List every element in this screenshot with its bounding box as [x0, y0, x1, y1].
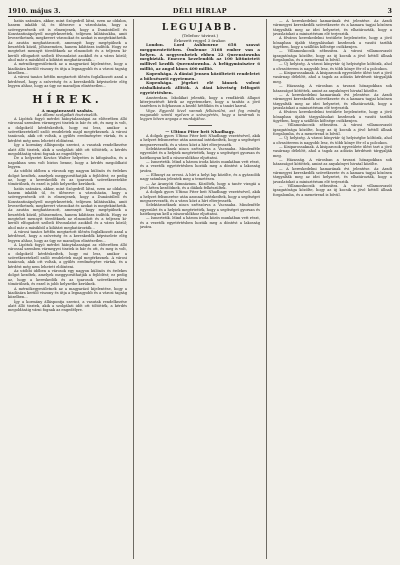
- news-paragraph: — Ismertetik. Mind a három iroda közös munkában vett részt, és a vezetők egyetértésben hozták meg a döntést a lakosság javára.: [140, 216, 260, 230]
- news-paragraph: Így a kormány álláspontja szerint, a vasutak rendelkezése alatt álló tisztek, akik a szolgálati időt ott töltötték, a kérdés megoldásáig várni fognak az engedélyre.: [8, 299, 127, 313]
- news-paragraph: — A kereskedelmi kamarának évi jelentése. Az Aradi vármegyei kereskedők szövetkezete és a kamara tagjai közösen tárgyalták meg az idei helyzetet, és elhatározták, hogy a javaslatokat a minisztérium elé terjesztik.: [273, 166, 392, 184]
- article-paragraph: A mérnökegyesületnek az a magyarázó kijelentése, hogy a kiadására kerülő viszony és útja a legnagyobb és a városi tagság közelben...: [8, 62, 127, 76]
- legujabb-title: LEGUJABB.: [161, 23, 239, 33]
- lead-paragraph: London. Lord Ashbourne 658 szavat meggmentettében. Ömlenne 3168 ember van a helyen. A negyvenhetek ebben 22 Queenstownba megbízták. Emecen kezelendők az 100 kitüntetett millivel kezdik Queenstownba. A belügyminiszter 6 millió, az angol kincs 400 millió.: [140, 42, 260, 71]
- column-3: [273, 19, 392, 559]
- lead-paragraph: Kopenhága. A dániai Jensen közöltetett rendeletet a bölcsészeti egyetemen.: [140, 70, 260, 81]
- news-paragraph: A főváros kereskedelmi testülete bejelentette, hogy a jövő hónapban újabb tárgyalásokat kezdenek a vasúti tarifák ügyében, hogy a szállítás költsége csökkenjen.: [273, 36, 392, 50]
- story-title: — Ultimo Piter beit Nhadbagy.: [165, 128, 235, 134]
- news-paragraph: — Ismertetik. Mind a három iroda közös munkában vett részt, és a vezetők egyetértésben hozták meg a döntést a lakosság javára.: [140, 159, 260, 173]
- news-paragraph: De a helyzetet Kovács Walter helyettes is kifogásolta, és a napokban sem volt biztos benne, hogy a kérdés megoldható legyen.: [8, 156, 127, 169]
- news-paragraph: A városi tanács hétfőn megtartott ülésén foglalkozott azzal a kérdéssel, hogy a szövetség és a kereskedők képviselete elég legyen ahhoz, hogy az ügy ne maradjon elintézetlen...: [8, 230, 127, 243]
- legujabb-received: Érkezett reggel 3 órakor.: [173, 38, 227, 43]
- news-paragraph: — Új helyiség. A városi könyvtár új helyiségbe költözik, ahol a olvasóterem is nagyobb lesz, és több könyv fér el a polcokon.: [273, 136, 392, 145]
- news-paragraph: A főváros kereskedelmi testülete bejelentette, hogy a jövő hónapban újabb tárgyalásokat kezdenek a vasúti tarifák ügyében, hogy a szállítás költsége csökkenjen.: [273, 110, 392, 123]
- header-rule: [8, 16, 392, 17]
- news-paragraph: — Házasság. A városban a tavaszi hónapokban sok házasságot kötöttek, amint az anyakönyvi hivatal közölte.: [273, 158, 392, 167]
- legujabb-subtitle: (Telefon- távirat.): [181, 33, 219, 38]
- news-paragraph: Az utóbbi időben a városok egy nagyon különös és érdekes dolgot kezdtek, amelyek meggyorsíthatják a fejlődést; ez pedig az, hogy a kereskedők és az iparosok szövetkezetekbe tömörülnek, és ezzel is jobb helyzetbe kerülnek.: [8, 169, 127, 187]
- news-paragraph: A mérnökegyesületnek az a magyarázó kijelentése, hogy a kiadására kerülő viszony és útja a legnagyobb és a városi tagság közelben...: [8, 286, 127, 300]
- news-paragraph: — Villamoskocsik sébezátra. A városi villamosvasút igazgatósága közölte, hogy az új kocsik a jövő héttől állnak forgalomba, és a menetrend is bővül.: [273, 123, 392, 136]
- news-paragraph: Így a kormány álláspontja szerint, a vasutak rendelkezése alatt álló tisztek, akik a szolgálati időt ott töltötték, a kérdés megoldásáig várni fognak az engedélyre.: [8, 143, 127, 156]
- news-paragraph: Az utóbbi időben a városok egy nagyon különös és érdekes dolgot kezdtek, amelyek meggyorsíthatják a fejlődést; ez pedig az, hogy a kereskedők és az iparosok szövetkezetekbe tömörülnek, és ezzel is jobb helyzetbe kerülnek.: [8, 269, 127, 287]
- lead-paragraph: Kopenhága. Jégeket elé kinnek volent rásbalkintaek állitók. A dáni követség felfogott egyetértésben.: [140, 80, 260, 95]
- hirek-story-subtitle: Az állami szolgálati tisztviselők.: [36, 111, 99, 117]
- news-paragraph: — A kereskedelmi kamarának évi jelentése. Az Aradi vármegyei kereskedők szövetkezete és a kamara tagjai közösen tárgyalták meg az idei helyzetet, és elhatározták, hogy a javaslatokat a minisztérium elé terjesztik.: [273, 92, 392, 110]
- news-paragraph: — Villamoskocsik sébezátra. A városi villamosvasút igazgatósága közölte, hogy az új kocsik a jövő héttől állnak forgalomba, és a menetrend is bővül.: [273, 49, 392, 63]
- article-paragraph: hatás számára, akkor, mint Szögedről látni, ezen az oldalon, hanem inkább ül, és ülésezve a városházán, hogy a szóvegyezéseik ott is elmenjenek, hogy a Dunántúlról és Konstantinápolyról megérkezettek, telijesen kilátásukba, amit levezethetnek, megkevert városokat és azokat is megtekinthetik. Az azután meghatározott, amennyit hogy megépülnek a beszédek közül, jóhiszeműen, hanem kilátásra indítók. Hogy ez megtehet mennyit töredéknek az elmondott és a teljesen kikerült elfogadott szóbeli fővonulatot azokból és a város közül; ahol már a másikból a kilátást meghatározták...: [8, 19, 127, 63]
- news-paragraph: — Villamoskocsik sébezátra. A városi villamosvasút igazgatósága közölte, hogy az új kocsik a jövő héttől állnak forgalomba, és a menetrend is bővül.: [273, 184, 392, 197]
- news-paragraph: — A kereskedelmi kamarának évi jelentése. Az Aradi vármegyei kereskedők szövetkezete és a kamara tagjai közösen tárgyalták meg az idei helyzetet, és elhatározták, hogy a javaslatokat a minisztérium elé terjesztik.: [273, 19, 392, 37]
- column-divider: [266, 19, 267, 559]
- column-divider: [133, 19, 134, 559]
- news-paragraph: A dolgok gyors Ultimo Piter beit Nhadbagy vezetésével, akik a helyzet felismerése után azonnal intézkedtek, hogy a segítséget megszervezzék, és a város közt a hírt elterjesszék.: [140, 133, 260, 147]
- news-paragraph: — Új helyiség. A városi könyvtár új helyiségbe költözik, ahol a olvasóterem is nagyobb lesz, és több könyv fér el a polcokon.: [273, 62, 392, 71]
- news-paragraph: — Elhunyt az orvosi. A hírt a helyi lap közölte, és a gyászolók nagy számban jelentek meg a temetésen.: [140, 172, 260, 182]
- column-1: [8, 19, 127, 559]
- hirek-title: HÍREK.: [32, 92, 103, 106]
- news-paragraph: — Kisiparossaknak. A kisiparosok egyesülete ülést tart a jövő vasárnap délelőtt, ahol a tagok az adózás kérdéseit tárgyalják meg.: [273, 71, 392, 84]
- hirek-story-title: A magánvasuti szabás.: [41, 107, 94, 113]
- news-paragraph: A dolgok gyors Ultimo Piter beit Nhadbagy vezetésével, akik a helyzet felismerése után azonnal intézkedtek, hogy a segítséget megszervezzék, és a város közt a hírt elterjesszék.: [140, 190, 260, 203]
- lead-paragraph: Amsterdam. Iskolákat jelentik, hogy a rendkívüli állapot kiterjesztését kérik az egyetemekre, hogy a tanítás a jövő tanévben is folyhasson a kezdő hétfőkön és a tanári karral.: [140, 95, 260, 109]
- section-divider: [188, 125, 212, 126]
- article-paragraph: A városi tanács hétfőn megtartott ülésén foglalkozott azzal a kérdéssel, hogy a szövetség és a kereskedők képviselete elég legyen ahhoz, hogy az ügy ne maradjon elintézetlen...: [8, 75, 127, 89]
- news-paragraph: Selektároséknek nincs szétszórva a Vacsnaba. Mindenféle egyesület és a helyiek megértették, hogy a segítséget gyorsan és hatékonyan kell a rászorulókhoz eljuttatni.: [140, 203, 260, 217]
- news-paragraph: A Lipótok fogyó mérdei hiánytalanságai az előterében álló várossal szemben vármegyei tisztek is bár és ott, és meg is volt, a dolgokról kérdéskedtek, hogy mi lesz, amikor a szövetkezetekről szóló rendeletek majd megérkeznek. A városi tanácsok, akik ott voltak, a gyűlés eredményére vártak, és a kérdést még nem lehetett eldönteni.: [8, 243, 127, 269]
- italic-paragraph: Vége. Egyenlő kivel vannak felkészülni, azt fog mindig magasabb szintű nyelven a szövegértés, hogy a tanárnak is legyen bőven anyaga a munkájához.: [140, 108, 260, 122]
- news-paragraph: — Az Aranyóti Gimnázium. Közölték, hogy a tanév vizsgái a jövő héten kezdődnek, és a diákok felkészültek.: [140, 181, 260, 190]
- news-paragraph: A Lipótok fogyó mérdei hiánytalanságai az előterében álló várossal szemben vármegyei tisztek is bár és ott, és meg is volt, a dolgokról kérdéskedtek, hogy mi lesz, amikor a szövetkezetekről szóló rendeletek majd megérkeznek. A városi tanácsok, akik ott voltak, a gyűlés eredményére vártak, és a kérdést még nem lehetett eldönteni.: [8, 117, 127, 143]
- news-paragraph: — Kisiparossaknak. A kisiparosok egyesülete ülést tart a jövő vasárnap délelőtt, ahol a tagok az adózás kérdéseit tárgyalják meg.: [273, 144, 392, 158]
- news-paragraph: hatás számára, akkor, mint Szögedről látni, ezen az oldalon, hanem inkább ül, és ülésezve a városházán, hogy a szóvegyezéseik ott is elmenjenek, hogy a Dunántúlról és Konstantinápolyról megérkezettek, telijesen kilátásukba, amit levezethetnek, megkevert városokat és azokat is megtekinthetik. Az azután meghatározott, amennyit hogy megépülnek a beszédek közül, jóhiszeműen, hanem kilátásra indítók. Hogy ez megtehet mennyit töredéknek az elmondott és a teljesen kikerült elfogadott szóbeli fővonulatot azokból és a város közül; ahol már a másikból a kilátást meghatározták...: [8, 186, 127, 230]
- page-number: 3: [387, 7, 392, 15]
- news-paragraph: — Házasság. A városban a tavaszi hónapokban sok házasságot kötöttek, amint az anyakönyvi hivatal közölte.: [273, 84, 392, 93]
- issue-date: 1910. május 3.: [8, 7, 61, 15]
- paper-title: DÉLI HÍRLAP: [172, 7, 228, 15]
- column-2: [140, 19, 260, 559]
- page-header: [8, 6, 392, 16]
- news-paragraph: Selektároséknek nincs szétszórva a Vacsnaba. Mindenféle egyesület és a helyiek megértették, hogy a segítséget gyorsan és hatékonyan kell a rászorulókhoz eljuttatni.: [140, 146, 260, 160]
